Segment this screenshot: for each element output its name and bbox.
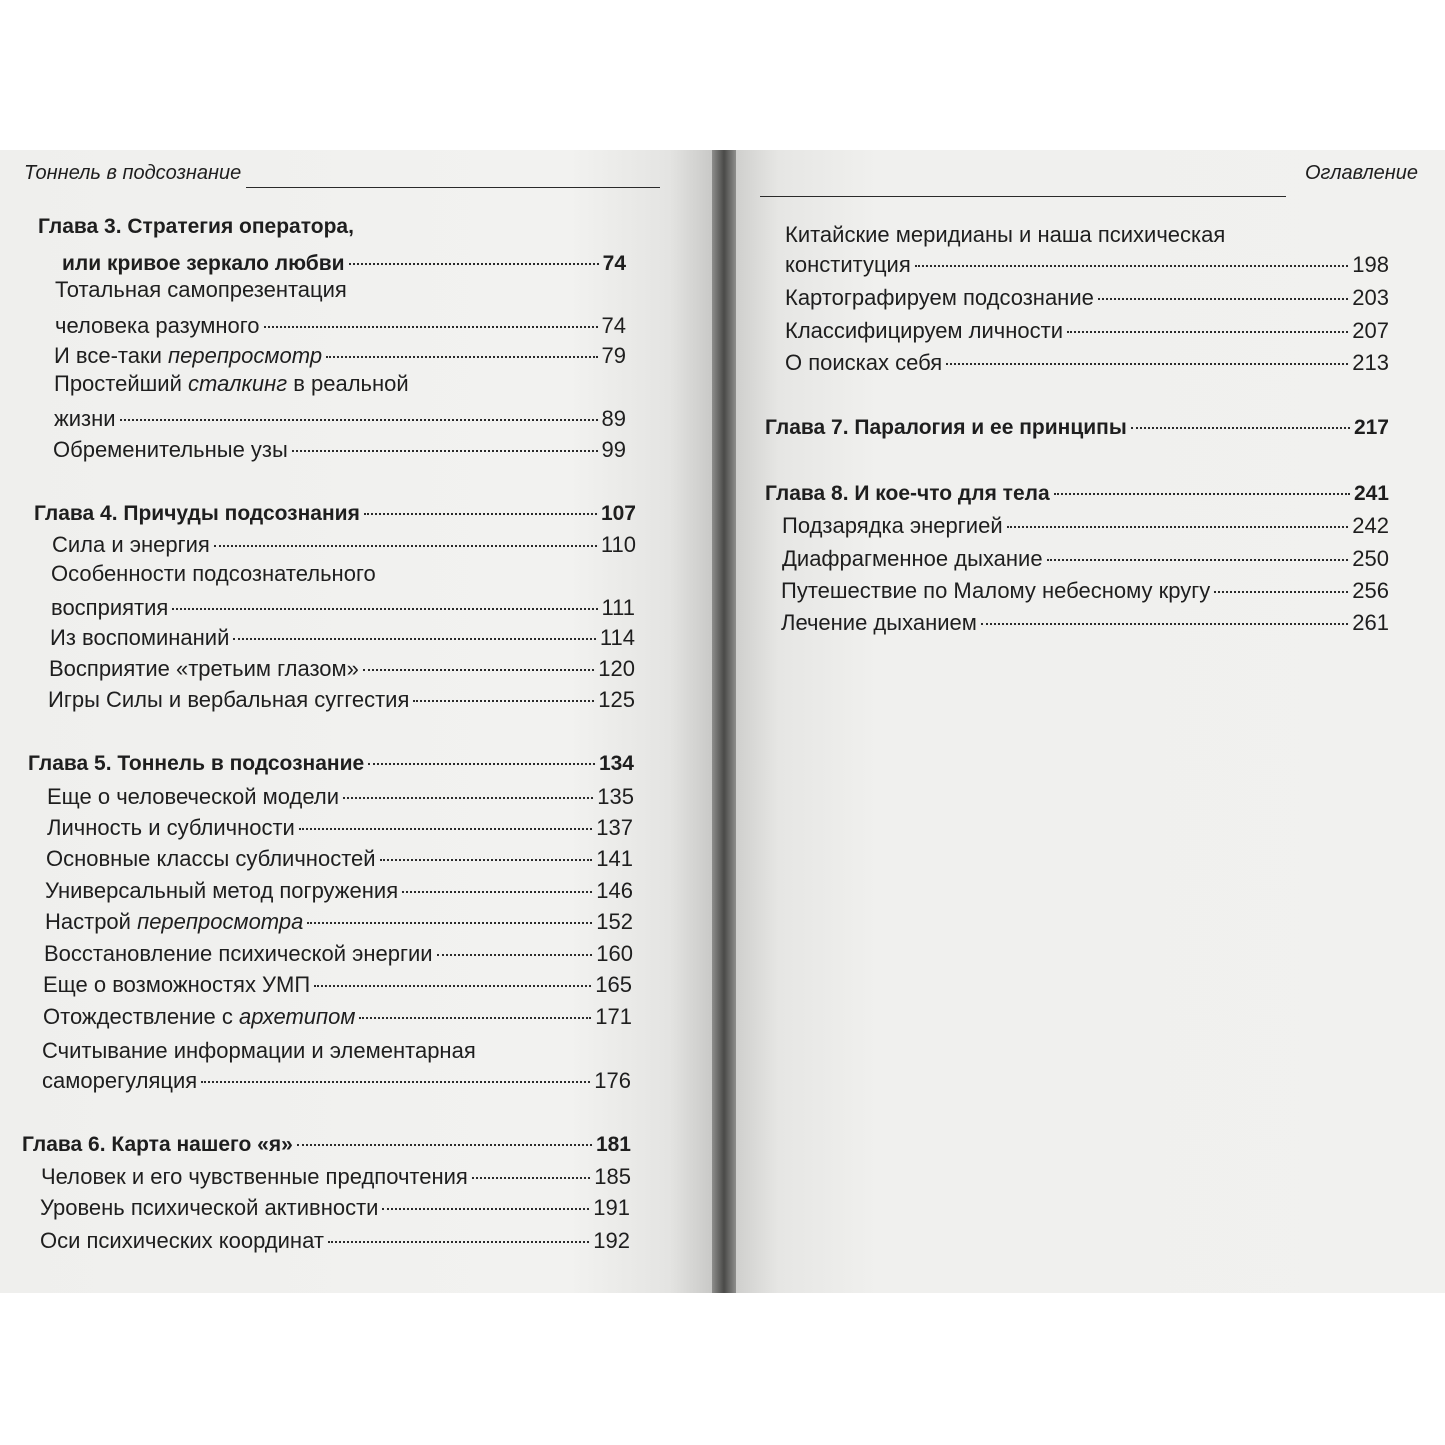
- dot-leader: [172, 608, 597, 610]
- dot-leader: [264, 326, 598, 328]
- dot-leader: [382, 1208, 589, 1210]
- toc-entry-title: конституция: [785, 252, 911, 277]
- toc-entry-title: Глава 6. Карта нашего «я»: [22, 1133, 293, 1156]
- toc-entry-page: 120: [598, 656, 635, 681]
- toc-entry: [41, 1164, 631, 1190]
- toc-entry-page: 74: [601, 313, 626, 338]
- dot-leader: [1047, 559, 1349, 561]
- toc-entry-title: Восприятие «третьим глазом»: [49, 656, 359, 681]
- toc-entry-page: 146: [596, 878, 633, 903]
- dot-leader: [233, 638, 596, 640]
- toc-entry-title: Картографируем подсознание: [785, 285, 1094, 310]
- dot-leader: [314, 985, 591, 987]
- toc-entry-title-line: Тотальная самопрезентация: [55, 277, 347, 302]
- toc-entry-page: 135: [597, 784, 634, 809]
- dot-leader: [364, 513, 597, 515]
- toc-entry-title: Отождествление с: [43, 1004, 233, 1029]
- dot-leader: [1214, 591, 1348, 593]
- toc-entry-title: И все-таки: [54, 343, 162, 368]
- dot-leader: [981, 623, 1348, 625]
- toc-entry-title: Из воспоминаний: [50, 625, 230, 650]
- toc-entry-page: 99: [601, 437, 626, 462]
- dot-leader: [307, 922, 592, 924]
- book-gutter: [712, 150, 736, 1293]
- toc-entry: [42, 1068, 631, 1094]
- running-head-left: Тоннель в подсознание: [24, 162, 242, 184]
- toc-entry-title: саморегуляция: [42, 1068, 198, 1093]
- toc-entry-page: 111: [601, 595, 635, 620]
- toc-entry-title: Глава 5. Тоннель в подсознание: [28, 752, 365, 775]
- toc-entry: [53, 437, 626, 463]
- toc-entry: [782, 513, 1389, 539]
- toc-entry-page: 171: [595, 1004, 632, 1029]
- toc-entry-page: 110: [600, 532, 636, 557]
- toc-entry: [46, 846, 633, 872]
- dot-leader: [1067, 331, 1348, 333]
- dot-leader: [402, 891, 592, 893]
- toc-entry-chapter-6: [22, 1132, 631, 1158]
- dot-leader: [437, 954, 593, 956]
- toc-entry-title: Диафрагменное дыхание: [782, 546, 1043, 571]
- toc-entry-title-italic: перепросмотр: [168, 343, 323, 368]
- toc-entry-page: 181: [595, 1133, 631, 1156]
- dot-leader: [292, 450, 598, 452]
- toc-entry-page: 250: [1352, 546, 1389, 571]
- dot-leader: [1131, 427, 1350, 429]
- toc-entry-title: Еще о человеческой модели: [47, 784, 340, 809]
- dot-leader: [328, 1241, 589, 1243]
- toc-entry-title-line: Считывание информации и элементарная: [42, 1038, 476, 1063]
- toc-entry-title: Глава 4. Причуды подсознания: [34, 502, 360, 525]
- running-head-rule-left: [246, 187, 660, 188]
- toc-entry-page: 176: [594, 1068, 631, 1093]
- toc-entry: [52, 532, 636, 558]
- toc-entry: [47, 815, 633, 841]
- toc-entry-title: Еще о возможностях УМП: [43, 972, 311, 997]
- toc-entry: [54, 406, 626, 432]
- toc-entry-title: О поисках себя: [785, 350, 943, 375]
- toc-entry-title: восприятия: [51, 595, 169, 620]
- toc-entry-chapter-8: [765, 481, 1389, 507]
- toc-entry: [782, 546, 1389, 572]
- toc-entry-title: Лечение дыханием: [781, 610, 977, 635]
- toc-entry-title: Классифицируем личности: [785, 318, 1064, 343]
- toc-entry-title: человека разумного: [55, 313, 260, 338]
- dot-leader: [201, 1081, 590, 1083]
- toc-entry-title: Уровень психической активности: [40, 1195, 379, 1220]
- toc-entry-title: Глава 8. И кое-что для тела: [765, 482, 1050, 505]
- toc-entry: [43, 972, 632, 998]
- toc-entry-page: 137: [596, 815, 633, 840]
- toc-entry: [49, 656, 635, 682]
- toc-entry: [43, 1004, 632, 1030]
- toc-entry-page: 185: [594, 1164, 631, 1189]
- toc-entry-page: 256: [1352, 578, 1389, 603]
- dot-leader: [359, 1017, 591, 1019]
- toc-entry-title: Подзарядка энергией: [782, 513, 1003, 538]
- toc-entry-title: Глава 7. Паралогия и ее принципы: [765, 416, 1127, 439]
- toc-entry-title-line: Особенности подсознательного: [51, 561, 376, 586]
- dot-leader: [1007, 526, 1349, 528]
- toc-entry-title: Сила и энергия: [52, 532, 210, 557]
- dot-leader: [326, 356, 597, 358]
- dot-leader: [363, 669, 594, 671]
- toc-entry-page: 192: [593, 1228, 630, 1253]
- toc-entry-page: 198: [1352, 252, 1389, 277]
- toc-entry-title: или кривое зеркало любви: [62, 252, 345, 275]
- toc-entry-title: Восстановление психической энергии: [44, 941, 433, 966]
- toc-entry-chapter-4: [34, 501, 636, 527]
- toc-entry-title: Основные классы субличностей: [46, 846, 376, 871]
- toc-entry-chapter-7: [765, 415, 1389, 441]
- running-head-right: Оглавление: [1305, 162, 1419, 184]
- toc-entry-title-italic: сталкинг: [188, 371, 288, 396]
- toc-entry: [54, 343, 626, 369]
- toc-entry: [47, 784, 634, 810]
- toc-entry-page: 134: [598, 752, 634, 775]
- toc-entry-chapter-3: [62, 251, 626, 277]
- toc-entry-title: Настрой: [45, 909, 131, 934]
- dot-leader: [299, 828, 592, 830]
- toc-entry: [785, 252, 1389, 278]
- dot-leader: [297, 1144, 592, 1146]
- toc-entry-page: 107: [600, 502, 636, 525]
- toc-entry-title: Человек и его чувственные предпочтения: [41, 1164, 468, 1189]
- toc-entry-title: жизни: [54, 406, 116, 431]
- toc-entry-title: Обременительные узы: [53, 437, 288, 462]
- toc-entry-title: Путешествие по Малому небесному кругу: [781, 578, 1211, 603]
- toc-entry: [785, 318, 1389, 344]
- toc-entry-page: 191: [593, 1195, 630, 1220]
- toc-entry-page: 160: [596, 941, 633, 966]
- toc-entry-page: 203: [1352, 285, 1389, 310]
- toc-entry-chapter-5: [28, 751, 634, 777]
- dot-leader: [472, 1177, 590, 1179]
- toc-entry-page: 74: [602, 252, 626, 275]
- toc-entry-title: Универсальный метод погружения: [45, 878, 399, 903]
- dot-leader: [343, 797, 593, 799]
- toc-entry-page: 213: [1352, 350, 1389, 375]
- toc-entry-page: 152: [596, 909, 633, 934]
- running-head-rule-right: [760, 196, 1286, 197]
- toc-entry-page: 79: [601, 343, 626, 368]
- toc-entry-page: 261: [1352, 610, 1389, 635]
- toc-entry-page: 141: [596, 846, 633, 871]
- toc-entry: [44, 941, 633, 967]
- toc-entry-page: 217: [1353, 416, 1389, 439]
- chapter-title-line: Глава 3. Стратегия оператора,: [38, 215, 354, 238]
- toc-entry-page: 241: [1353, 482, 1389, 505]
- toc-entry-title-line: [54, 371, 409, 397]
- dot-leader: [1054, 493, 1350, 495]
- toc-entry: [50, 625, 635, 651]
- toc-entry-page: 114: [599, 625, 635, 650]
- dot-leader: [1098, 298, 1348, 300]
- toc-entry-page: 125: [598, 687, 635, 712]
- toc-entry: [40, 1228, 630, 1254]
- toc-entry: [781, 578, 1389, 604]
- toc-entry: [48, 687, 635, 713]
- toc-entry-title: Оси психических координат: [40, 1228, 324, 1253]
- toc-entry-title: Игры Силы и вербальная суггестия: [48, 687, 410, 712]
- toc-entry-text: Простейший: [54, 371, 182, 396]
- dot-leader: [120, 419, 598, 421]
- toc-entry-title-italic: архетипом: [238, 1004, 356, 1029]
- toc-entry-page: 165: [595, 972, 632, 997]
- toc-entry: [51, 595, 635, 621]
- dot-leader: [915, 265, 1349, 267]
- toc-entry-page: 242: [1352, 513, 1389, 538]
- toc-entry: [781, 610, 1389, 636]
- toc-entry-page: 207: [1352, 318, 1389, 343]
- toc-entry: [45, 909, 633, 935]
- toc-entry-title-line: Китайские меридианы и наша психическая: [785, 222, 1226, 247]
- dot-leader: [214, 545, 597, 547]
- toc-entry: [45, 878, 633, 904]
- toc-entry-text: в реальной: [293, 371, 409, 396]
- dot-leader: [349, 263, 599, 265]
- dot-leader: [380, 859, 593, 861]
- toc-entry-page: 89: [601, 406, 626, 431]
- toc-entry: [785, 350, 1389, 376]
- toc-entry: [55, 313, 626, 339]
- dot-leader: [946, 363, 1348, 365]
- dot-leader: [368, 763, 595, 765]
- toc-entry: [785, 285, 1389, 311]
- dot-leader: [413, 700, 594, 702]
- toc-entry-title: Личность и субличности: [47, 815, 295, 840]
- toc-entry-title-italic: перепросмотра: [137, 909, 304, 934]
- toc-entry: [40, 1195, 630, 1221]
